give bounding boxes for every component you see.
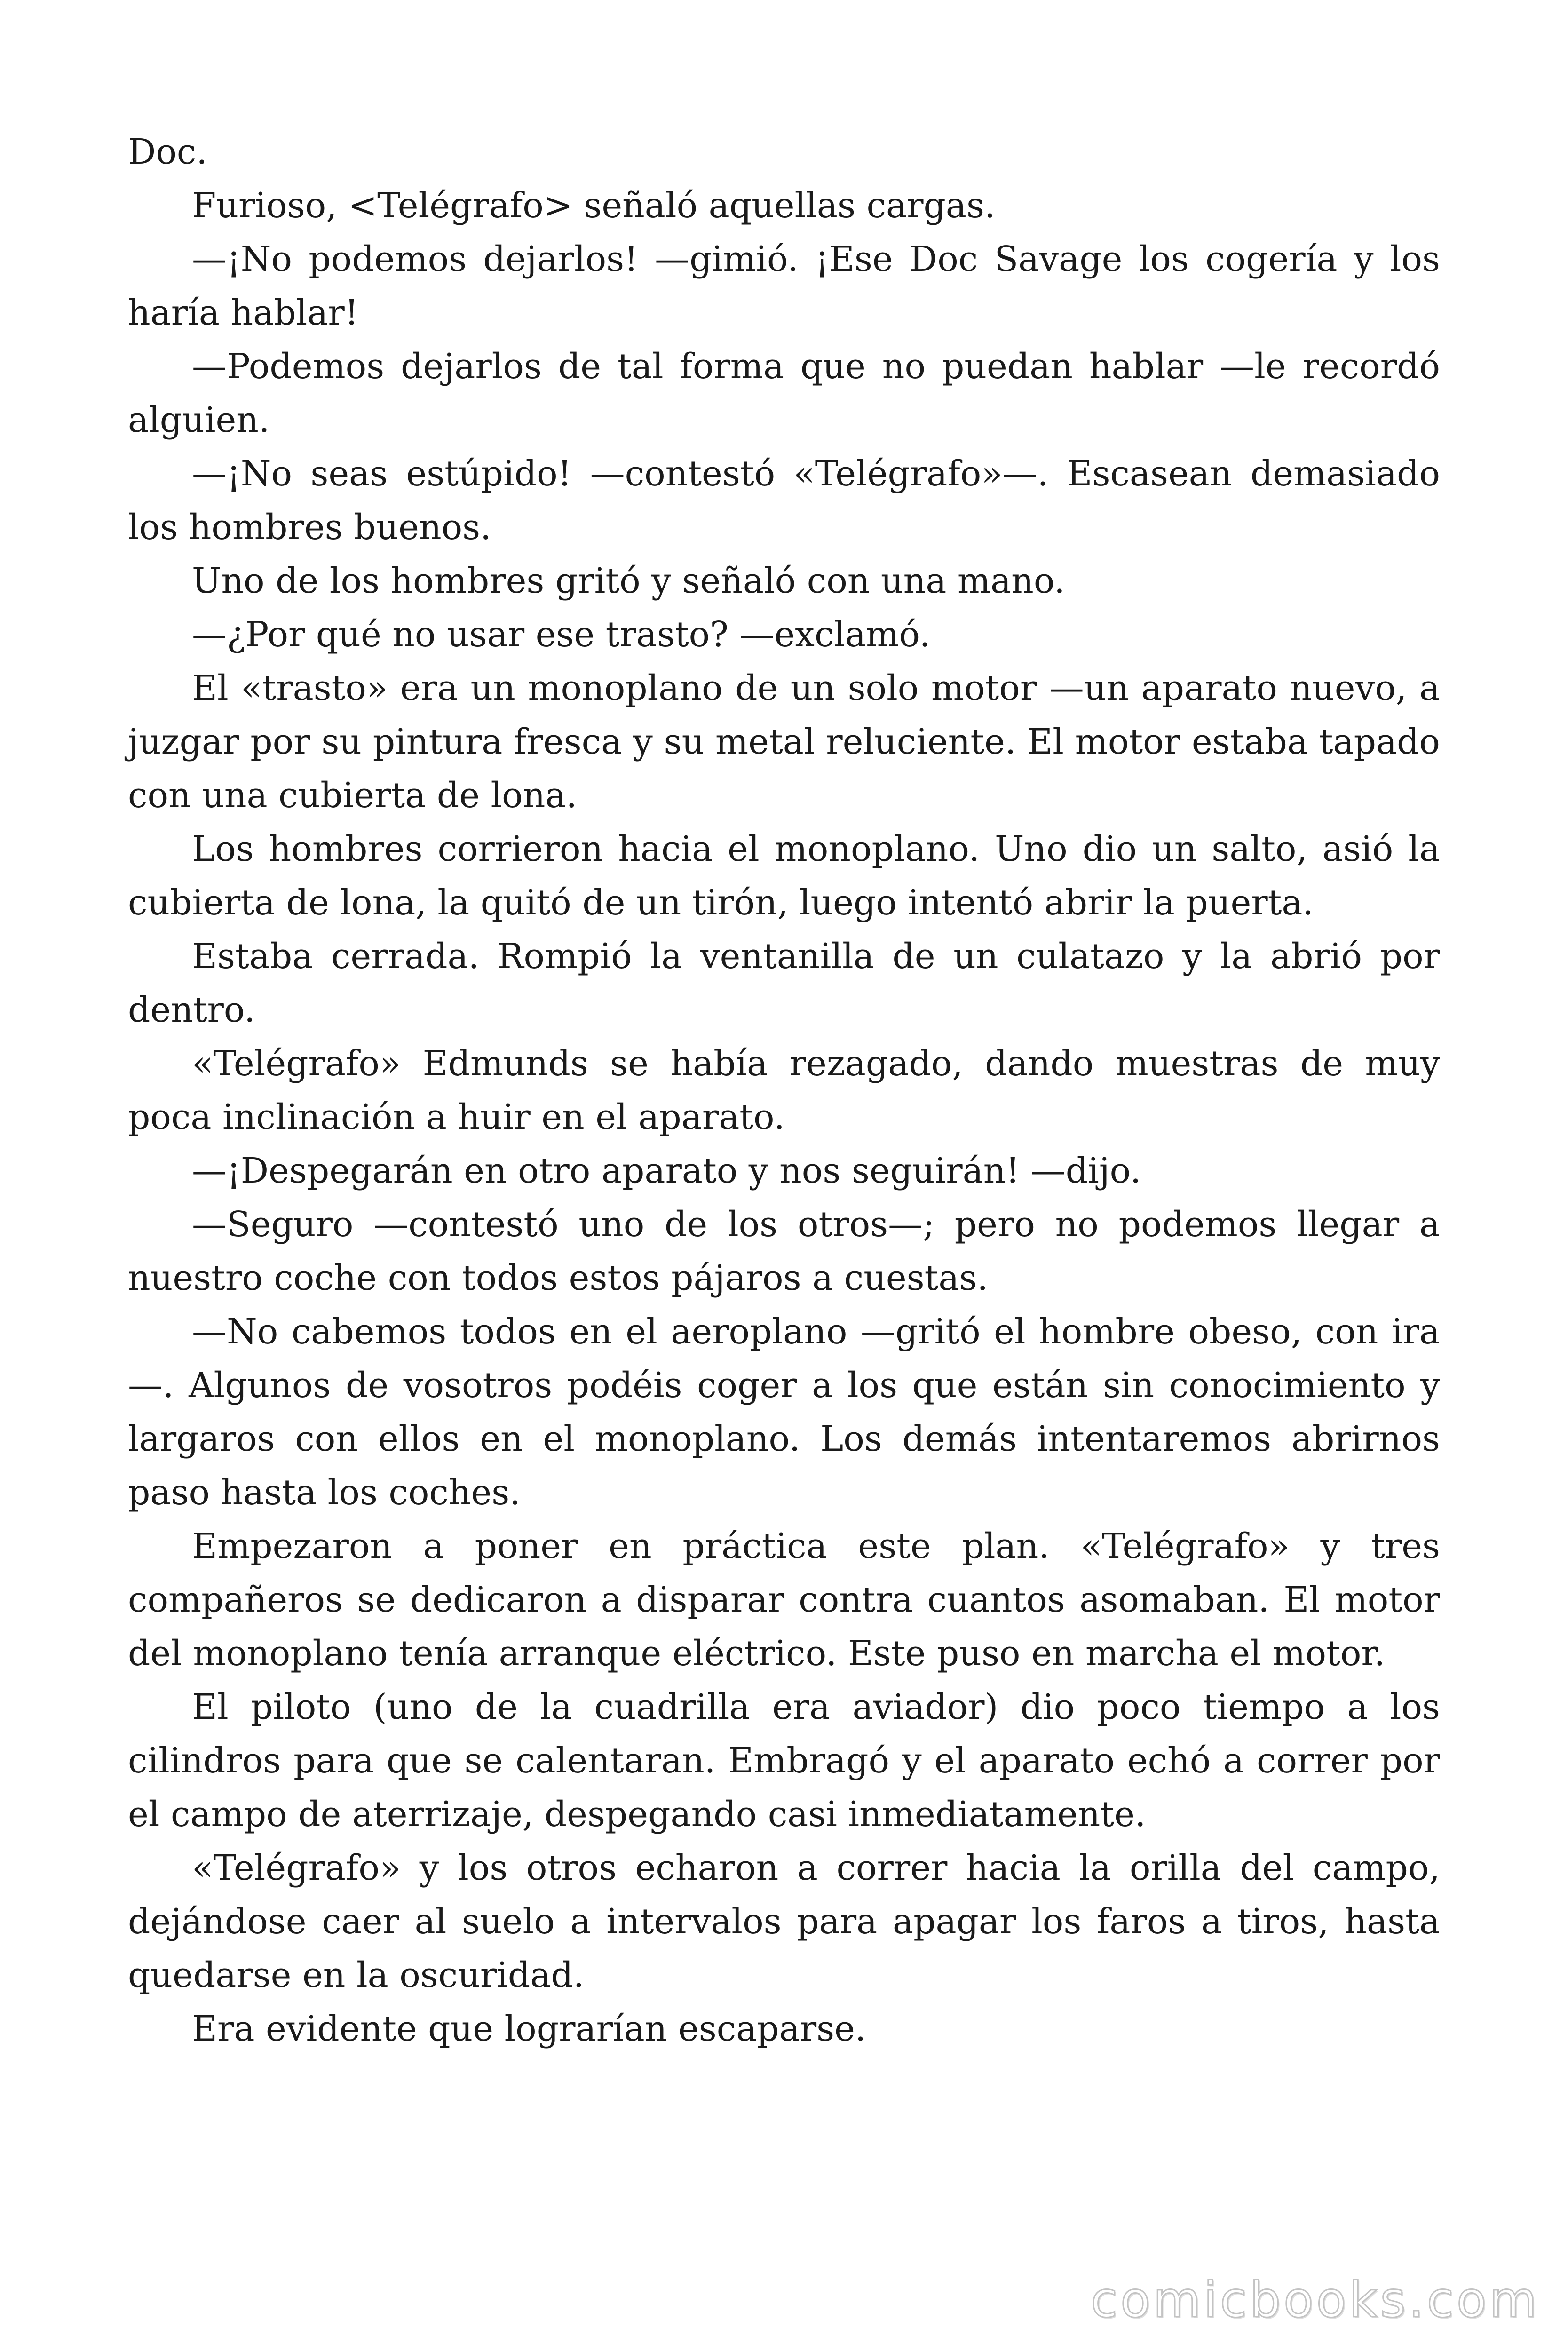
paragraph: Era evidente que lograrían escaparse.: [192, 2009, 866, 2049]
paragraph: Uno de los hombres gritó y señaló con una mano.: [192, 561, 1065, 601]
site-watermark: comicbooks.com: [1090, 2271, 1540, 2328]
paragraph: Furioso, <Telégrafo> señaló aquellas cargas.: [192, 185, 996, 226]
paragraph: —¡No podemos dejarlos! —gimió. ¡Ese Doc Savage los cogería y los haría hablar!: [128, 239, 1440, 333]
paragraph: El piloto (uno de la cuadrilla era aviador) dio poco tiempo a los cilindros para que se calentaran. Embragó y el aparato echó a correr por el campo de aterrizaje, despegando casi inmediatamente.: [128, 1687, 1440, 1835]
paragraph: —¿Por qué no usar ese trasto? —exclamó.: [192, 614, 931, 655]
paragraph: Estaba cerrada. Rompió la ventanilla de un culatazo y la abrió por dentro.: [128, 936, 1440, 1030]
paragraph: «Telégrafo» y los otros echaron a correr hacia la orilla del campo, dejándose caer al suelo a intervalos para apagar los faros a tiros, hasta quedarse en la oscuridad.: [128, 1848, 1440, 1995]
paragraph: —¡No seas estúpido! —contestó «Telégrafo»—. Escasean demasiado los hombres buenos.: [128, 453, 1440, 548]
paragraph: El «trasto» era un monoplano de un solo motor —un aparato nuevo, a juzgar por su pintura fresca y su metal reluciente. El motor estaba tapado con una cubierta de lona.: [128, 668, 1440, 816]
paragraph: —Podemos dejarlos de tal forma que no puedan hablar —le recordó alguien.: [128, 346, 1440, 440]
paragraph: Doc.: [128, 132, 207, 172]
paragraph: —Seguro —contestó uno de los otros—; pero no podemos llegar a nuestro coche con todos estos pájaros a cuestas.: [128, 1204, 1440, 1298]
paragraph: Los hombres corrieron hacia el monoplano. Uno dio un salto, asió la cubierta de lona, la quitó de un tirón, luego intentó abrir la puerta.: [128, 829, 1440, 923]
paragraph: —No cabemos todos en el aeroplano —gritó el hombre obeso, con ira—. Algunos de vosotros podéis coger a los que están sin conocimiento y largaros con ellos en el monoplano. Los demás intentaremos abrirnos paso hasta los coches.: [128, 1311, 1440, 1513]
paragraph: —¡Despegarán en otro aparato y nos seguirán! —dijo.: [192, 1151, 1141, 1191]
paragraph: Empezaron a poner en práctica este plan. «Telégrafo» y tres compañeros se dedicaron a disparar contra cuantos asomaban. El motor del monoplano tenía arranque eléctrico. Este puso en marcha el motor.: [128, 1526, 1440, 1674]
body-text: [128, 125, 1440, 2056]
paragraph: «Telégrafo» Edmunds se había rezagado, dando muestras de muy poca inclinación a huir en el aparato.: [128, 1043, 1440, 1137]
